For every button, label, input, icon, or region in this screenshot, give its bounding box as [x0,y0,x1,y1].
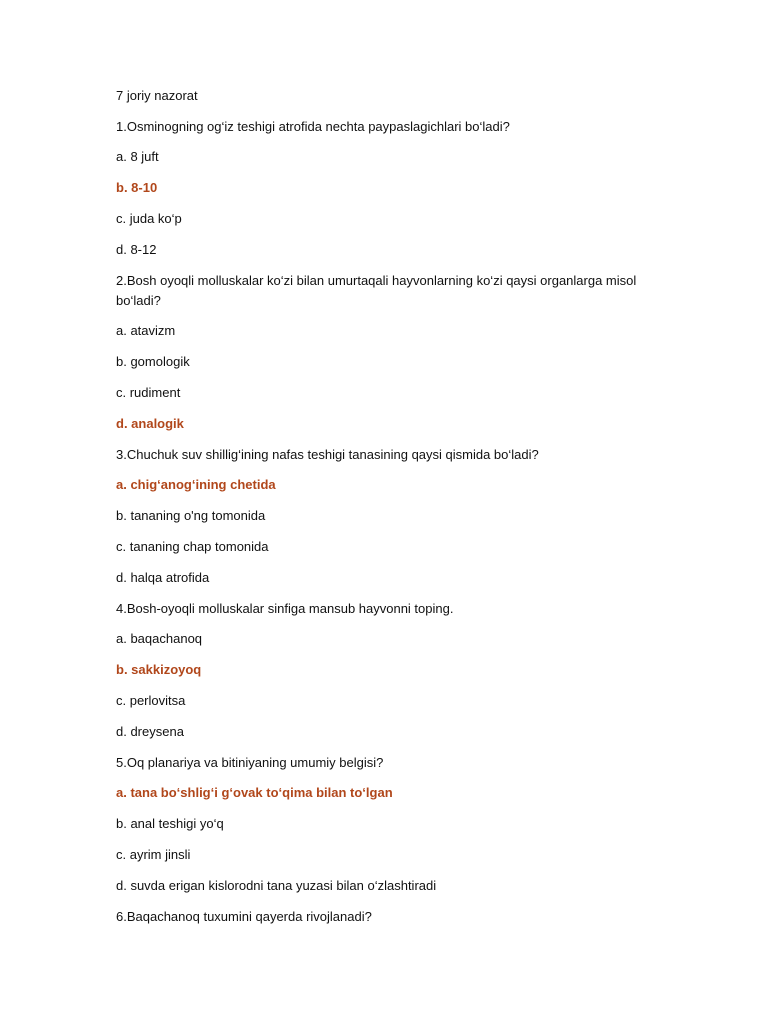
answer-option: d. suvda erigan kislorodni tana yuzasi bilan o‘zlashtiradi [116,878,437,893]
document-title: 7 joriy nazorat [116,88,198,103]
question-text: 3.Chuchuk suv shillig‘ining nafas teshigi tanasining qaysi qismida bo‘ladi? [116,447,539,462]
answer-option: c. perlovitsa [116,693,186,708]
correct-answer-option: b. sakkizoyoq [116,662,202,677]
correct-answer-option: a. tana bo‘shlig‘i g‘ovak to‘qima bilan to‘lgan [116,785,393,800]
answer-option: b. gomologik [116,354,190,369]
answer-option: b. tananing o'ng tomonida [116,508,266,523]
answer-option: a. atavizm [116,323,176,338]
answer-option: d. halqa atrofida [116,570,210,585]
answer-option: c. rudiment [116,385,181,400]
answer-option: d. 8-12 [116,242,157,257]
correct-answer-option: d. analogik [116,416,184,431]
question-text: 2.Bosh oyoqli molluskalar ko‘zi bilan umurtaqali hayvonlarning ko‘zi qaysi organlarga misol bo‘ladi? [116,273,637,308]
answer-option: d. dreysena [116,724,184,739]
answer-option: c. juda ko‘p [116,211,182,226]
answer-option: a. 8 juft [116,149,159,164]
answer-option: c. ayrim jinsli [116,847,191,862]
document-page [116,86,656,937]
question-text: 6.Baqachanoq tuxumini qayerda rivojlanadi? [116,909,372,924]
answer-option: c. tananing chap tomonida [116,539,269,554]
answer-option: b. anal teshigi yo‘q [116,816,224,831]
question-text: 5.Oq planariya va bitiniyaning umumiy belgisi? [116,755,384,770]
correct-answer-option: a. chig‘anog‘ining chetida [116,477,276,492]
question-text: 1.Osminogning og‘iz teshigi atrofida nechta paypaslagichlari bo‘ladi? [116,119,510,134]
answer-option: a. baqachanoq [116,631,203,646]
question-text: 4.Bosh-oyoqli molluskalar sinfiga mansub hayvonni toping. [116,601,454,616]
correct-answer-option: b. 8-10 [116,180,158,195]
